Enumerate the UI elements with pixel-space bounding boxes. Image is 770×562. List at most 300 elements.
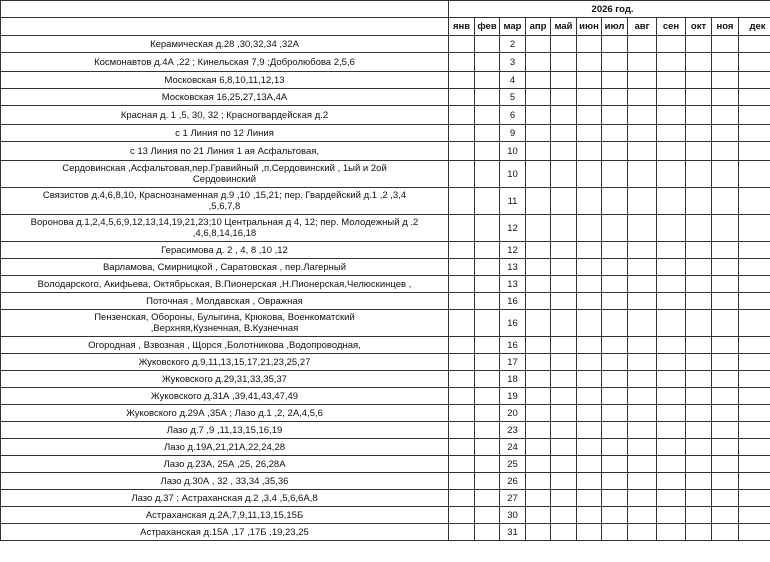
empty-cell <box>712 72 739 89</box>
empty-cell <box>657 490 686 507</box>
day-cell: 9 <box>500 125 526 142</box>
day-cell: 27 <box>500 490 526 507</box>
month-header-1: янв <box>449 18 475 36</box>
address-cell: Космонавтов д.4А ,22 ; Кинельская 7,9 ;Добролюбова 2,5,6 <box>1 53 449 72</box>
table-row <box>1 242 770 259</box>
day-cell: 18 <box>500 371 526 388</box>
empty-cell <box>475 72 500 89</box>
empty-cell <box>475 215 500 242</box>
empty-cell <box>577 72 602 89</box>
empty-cell <box>526 388 551 405</box>
empty-cell <box>551 276 577 293</box>
day-cell: 17 <box>500 354 526 371</box>
empty-cell <box>686 215 712 242</box>
empty-cell <box>686 72 712 89</box>
empty-cell <box>712 405 739 422</box>
empty-cell <box>551 293 577 310</box>
day-cell: 20 <box>500 405 526 422</box>
empty-cell <box>712 354 739 371</box>
empty-cell <box>712 473 739 490</box>
empty-cell <box>449 259 475 276</box>
address-cell: Сердовинская ,Асфальтовая,пер.Гравийный ,п.Сердовинский , 1ый и 2ой Сердовинский <box>1 161 449 188</box>
empty-cell <box>628 188 657 215</box>
month-header-11: ноя <box>712 18 739 36</box>
table-row <box>1 215 770 242</box>
empty-cell <box>475 524 500 541</box>
empty-cell <box>475 439 500 456</box>
table-row <box>1 188 770 215</box>
empty-cell <box>739 354 770 371</box>
empty-cell <box>449 89 475 106</box>
empty-cell <box>449 53 475 72</box>
empty-cell <box>577 36 602 53</box>
empty-cell <box>577 507 602 524</box>
day-cell: 16 <box>500 293 526 310</box>
empty-cell <box>475 36 500 53</box>
empty-cell <box>657 337 686 354</box>
day-cell: 26 <box>500 473 526 490</box>
address-cell: Герасимова д. 2 , 4, 8 ,10 ,12 <box>1 242 449 259</box>
empty-cell <box>551 72 577 89</box>
empty-cell <box>475 507 500 524</box>
day-cell: 4 <box>500 72 526 89</box>
empty-cell <box>526 106 551 125</box>
address-cell: Связистов д.4,6,8,10, Краснознаменная д.9 ,10 ,15,21; пер. Гвардейский д.1 ,2 ,3,4 ,5,6,7,8 <box>1 188 449 215</box>
empty-cell <box>526 473 551 490</box>
empty-cell <box>686 439 712 456</box>
address-cell: Лазо д.37 ; Астраханская д.2 ,3,4 ,5,6,6А,8 <box>1 490 449 507</box>
empty-cell <box>449 456 475 473</box>
empty-cell <box>739 188 770 215</box>
empty-cell <box>739 72 770 89</box>
address-cell: Пензенская, Обороны, Булыгина, Крюкова, Военкоматский ,Верхняя,Кузнечная, В.Кузнечная <box>1 310 449 337</box>
empty-cell <box>449 242 475 259</box>
day-cell: 30 <box>500 507 526 524</box>
empty-cell <box>449 388 475 405</box>
table-row <box>1 53 770 72</box>
empty-cell <box>657 53 686 72</box>
empty-cell <box>628 490 657 507</box>
empty-cell <box>686 188 712 215</box>
empty-cell <box>628 36 657 53</box>
empty-cell <box>577 490 602 507</box>
month-header-2: фев <box>475 18 500 36</box>
empty-cell <box>475 354 500 371</box>
empty-cell <box>526 215 551 242</box>
empty-cell <box>475 89 500 106</box>
empty-cell <box>739 106 770 125</box>
empty-cell <box>449 215 475 242</box>
empty-cell <box>577 524 602 541</box>
empty-cell <box>686 125 712 142</box>
empty-cell <box>577 142 602 161</box>
empty-cell <box>686 53 712 72</box>
empty-cell <box>628 388 657 405</box>
empty-cell <box>449 293 475 310</box>
empty-cell <box>739 371 770 388</box>
table-row <box>1 142 770 161</box>
empty-cell <box>657 242 686 259</box>
empty-cell <box>475 259 500 276</box>
year-label: 2026 год. <box>449 1 770 18</box>
empty-cell <box>739 161 770 188</box>
empty-cell <box>628 142 657 161</box>
empty-cell <box>602 490 628 507</box>
empty-cell <box>686 524 712 541</box>
empty-cell <box>449 524 475 541</box>
empty-cell <box>739 259 770 276</box>
empty-cell <box>686 242 712 259</box>
address-cell: Московская 16,25,27,13А,4А <box>1 89 449 106</box>
empty-cell <box>628 405 657 422</box>
empty-cell <box>551 405 577 422</box>
empty-cell <box>628 89 657 106</box>
empty-cell <box>577 242 602 259</box>
empty-cell <box>739 456 770 473</box>
empty-cell <box>551 310 577 337</box>
empty-cell <box>526 293 551 310</box>
empty-cell <box>657 473 686 490</box>
address-cell: Жуковского д.9,11,13,15,17,21,23,25,27 <box>1 354 449 371</box>
empty-cell <box>551 53 577 72</box>
empty-cell <box>577 293 602 310</box>
empty-cell <box>739 125 770 142</box>
day-cell: 19 <box>500 388 526 405</box>
empty-cell <box>739 276 770 293</box>
empty-cell <box>628 310 657 337</box>
empty-cell <box>657 72 686 89</box>
day-cell: 24 <box>500 439 526 456</box>
address-cell: Жуковского д.31А ,39,41,43,47,49 <box>1 388 449 405</box>
table-row <box>1 507 770 524</box>
empty-cell <box>657 259 686 276</box>
empty-cell <box>657 388 686 405</box>
day-cell: 2 <box>500 36 526 53</box>
empty-cell <box>657 106 686 125</box>
empty-cell <box>449 422 475 439</box>
empty-cell <box>602 276 628 293</box>
empty-cell <box>628 259 657 276</box>
table-row <box>1 106 770 125</box>
empty-cell <box>628 507 657 524</box>
empty-cell <box>686 106 712 125</box>
empty-cell <box>602 310 628 337</box>
empty-cell <box>449 72 475 89</box>
table-row <box>1 276 770 293</box>
empty-cell <box>739 388 770 405</box>
empty-cell <box>526 310 551 337</box>
empty-cell <box>577 456 602 473</box>
empty-cell <box>739 36 770 53</box>
empty-cell <box>602 142 628 161</box>
day-cell: 12 <box>500 215 526 242</box>
empty-cell <box>686 388 712 405</box>
empty-cell <box>551 215 577 242</box>
empty-cell <box>526 36 551 53</box>
empty-cell <box>686 276 712 293</box>
empty-cell <box>628 276 657 293</box>
empty-cell <box>602 106 628 125</box>
table-row <box>1 388 770 405</box>
empty-cell <box>602 72 628 89</box>
empty-cell <box>602 405 628 422</box>
empty-cell <box>475 276 500 293</box>
empty-cell <box>712 507 739 524</box>
empty-cell <box>526 53 551 72</box>
empty-cell <box>449 405 475 422</box>
empty-cell <box>657 142 686 161</box>
table-row <box>1 36 770 53</box>
empty-cell <box>739 310 770 337</box>
address-cell: Лазо д.7 ,9 ,11,13,15,16,19 <box>1 422 449 439</box>
table-row <box>1 72 770 89</box>
address-cell: Московская 6,8,10,11,12,13 <box>1 72 449 89</box>
empty-cell <box>657 36 686 53</box>
address-cell: Лазо д.23А, 25А ,25, 26,28А <box>1 456 449 473</box>
empty-cell <box>577 106 602 125</box>
empty-cell <box>526 405 551 422</box>
day-cell: 10 <box>500 161 526 188</box>
empty-cell <box>475 242 500 259</box>
empty-cell <box>551 188 577 215</box>
empty-cell <box>739 53 770 72</box>
empty-cell <box>628 161 657 188</box>
empty-cell <box>657 439 686 456</box>
empty-cell <box>526 161 551 188</box>
empty-cell <box>739 142 770 161</box>
empty-cell <box>628 354 657 371</box>
empty-cell <box>712 161 739 188</box>
empty-cell <box>577 473 602 490</box>
empty-cell <box>657 371 686 388</box>
empty-cell <box>712 422 739 439</box>
empty-cell <box>739 507 770 524</box>
month-header-8: авг <box>628 18 657 36</box>
empty-cell <box>712 242 739 259</box>
table-row <box>1 371 770 388</box>
empty-cell <box>526 72 551 89</box>
day-cell: 10 <box>500 142 526 161</box>
empty-cell <box>686 142 712 161</box>
empty-cell <box>449 310 475 337</box>
empty-cell <box>526 354 551 371</box>
empty-cell <box>712 456 739 473</box>
month-header-7: июл <box>602 18 628 36</box>
empty-cell <box>577 354 602 371</box>
day-cell: 31 <box>500 524 526 541</box>
table-row <box>1 456 770 473</box>
empty-cell <box>628 72 657 89</box>
empty-cell <box>602 215 628 242</box>
table-row <box>1 125 770 142</box>
address-cell: Астраханская д.15А ,17 ,17Б ,19,23,25 <box>1 524 449 541</box>
empty-cell <box>657 293 686 310</box>
empty-cell <box>526 142 551 161</box>
empty-cell <box>449 188 475 215</box>
empty-cell <box>602 439 628 456</box>
empty-cell <box>526 89 551 106</box>
empty-cell <box>602 53 628 72</box>
empty-cell <box>475 473 500 490</box>
table-row <box>1 405 770 422</box>
empty-cell <box>577 89 602 106</box>
empty-cell <box>475 405 500 422</box>
empty-cell <box>628 422 657 439</box>
empty-cell <box>657 276 686 293</box>
empty-cell <box>739 524 770 541</box>
address-cell: Володарского, Акифьева, Октябрьская, В.Пионерская ,Н.Пионерская,Челюскинцев , <box>1 276 449 293</box>
empty-cell <box>657 310 686 337</box>
address-cell: Лазо д.19А,21,21А,22,24,28 <box>1 439 449 456</box>
empty-cell <box>475 337 500 354</box>
empty-cell <box>712 53 739 72</box>
empty-cell <box>577 215 602 242</box>
day-cell: 5 <box>500 89 526 106</box>
empty-cell <box>712 490 739 507</box>
empty-cell <box>551 125 577 142</box>
day-cell: 25 <box>500 456 526 473</box>
empty-cell <box>602 89 628 106</box>
empty-cell <box>739 490 770 507</box>
empty-cell <box>551 259 577 276</box>
empty-cell <box>712 259 739 276</box>
table-row <box>1 161 770 188</box>
empty-cell <box>657 125 686 142</box>
empty-cell <box>551 337 577 354</box>
month-header-10: окт <box>686 18 712 36</box>
empty-cell <box>628 456 657 473</box>
empty-cell <box>686 310 712 337</box>
empty-cell <box>577 125 602 142</box>
year-header-row <box>1 1 770 18</box>
empty-cell <box>551 106 577 125</box>
empty-cell <box>475 490 500 507</box>
empty-cell <box>686 422 712 439</box>
corner-cell <box>1 1 449 18</box>
empty-cell <box>449 337 475 354</box>
empty-cell <box>602 473 628 490</box>
empty-cell <box>475 53 500 72</box>
address-cell: Жуковского д.29,31,33,35,37 <box>1 371 449 388</box>
empty-cell <box>551 142 577 161</box>
empty-cell <box>577 310 602 337</box>
address-cell: Поточная , Молдавская , Овражная <box>1 293 449 310</box>
address-cell: с 13 Линия по 21 Линия 1 ая Асфальтовая, <box>1 142 449 161</box>
empty-cell <box>712 188 739 215</box>
empty-cell <box>602 161 628 188</box>
empty-cell <box>526 276 551 293</box>
empty-cell <box>657 354 686 371</box>
empty-cell <box>526 507 551 524</box>
table-row <box>1 354 770 371</box>
month-header-4: апр <box>526 18 551 36</box>
empty-cell <box>577 259 602 276</box>
empty-cell <box>657 405 686 422</box>
table-row <box>1 259 770 276</box>
empty-cell <box>577 371 602 388</box>
address-cell: Красная д. 1 ,5, 30, 32 ; Красногвардейская д.2 <box>1 106 449 125</box>
empty-cell <box>577 422 602 439</box>
empty-cell <box>739 337 770 354</box>
empty-cell <box>686 507 712 524</box>
empty-cell <box>657 524 686 541</box>
empty-cell <box>628 106 657 125</box>
month-header-6: июн <box>577 18 602 36</box>
month-header-3: мар <box>500 18 526 36</box>
empty-cell <box>712 524 739 541</box>
table-row <box>1 89 770 106</box>
empty-cell <box>551 439 577 456</box>
empty-cell <box>657 507 686 524</box>
empty-cell <box>628 473 657 490</box>
empty-cell <box>602 293 628 310</box>
empty-cell <box>686 259 712 276</box>
empty-cell <box>526 337 551 354</box>
empty-cell <box>602 337 628 354</box>
empty-cell <box>686 371 712 388</box>
empty-cell <box>739 215 770 242</box>
day-cell: 6 <box>500 106 526 125</box>
table-row <box>1 293 770 310</box>
empty-cell <box>526 188 551 215</box>
empty-cell <box>602 125 628 142</box>
empty-cell <box>712 276 739 293</box>
address-cell: Жуковского д.29А ,35А ; Лазо д.1 ,2, 2А,4,5,6 <box>1 405 449 422</box>
month-header-5: май <box>551 18 577 36</box>
empty-cell <box>628 371 657 388</box>
empty-cell <box>712 337 739 354</box>
empty-cell <box>449 507 475 524</box>
empty-cell <box>449 125 475 142</box>
day-cell: 3 <box>500 53 526 72</box>
empty-cell <box>712 388 739 405</box>
empty-cell <box>526 242 551 259</box>
day-cell: 16 <box>500 337 526 354</box>
empty-cell <box>577 161 602 188</box>
empty-cell <box>686 337 712 354</box>
empty-cell <box>449 371 475 388</box>
empty-cell <box>526 439 551 456</box>
empty-cell <box>712 106 739 125</box>
empty-cell <box>526 490 551 507</box>
day-cell: 13 <box>500 259 526 276</box>
empty-cell <box>628 337 657 354</box>
empty-cell <box>712 215 739 242</box>
table-row <box>1 439 770 456</box>
empty-cell <box>475 106 500 125</box>
table-row <box>1 422 770 439</box>
month-header-12: дек <box>739 18 770 36</box>
empty-cell <box>475 125 500 142</box>
table-row <box>1 310 770 337</box>
empty-cell <box>686 473 712 490</box>
empty-cell <box>602 188 628 215</box>
empty-cell <box>551 456 577 473</box>
empty-cell <box>739 473 770 490</box>
day-cell: 13 <box>500 276 526 293</box>
empty-cell <box>577 439 602 456</box>
empty-cell <box>686 293 712 310</box>
empty-cell <box>712 142 739 161</box>
empty-cell <box>712 89 739 106</box>
empty-cell <box>602 456 628 473</box>
empty-cell <box>628 242 657 259</box>
table-row <box>1 490 770 507</box>
empty-cell <box>475 371 500 388</box>
empty-cell <box>686 354 712 371</box>
empty-cell <box>551 161 577 188</box>
empty-cell <box>449 473 475 490</box>
